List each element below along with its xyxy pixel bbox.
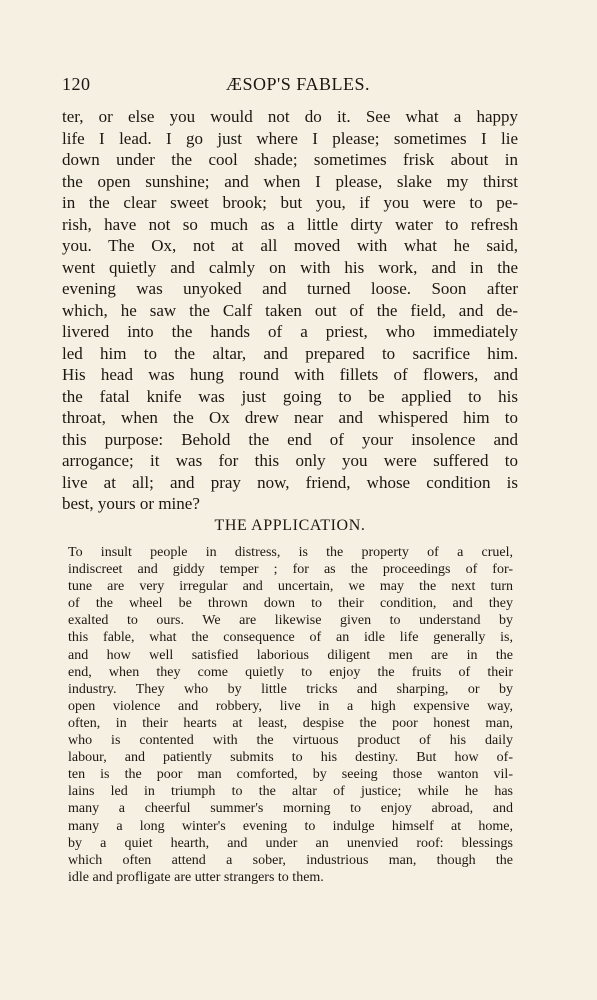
application-heading: THE APPLICATION. [214,517,366,534]
application-line: this fable, what the consequence of an idle life generally is, [68,630,513,646]
application-line: tune are very irregular and uncertain, we may the next turn [68,579,513,595]
fable-line: the fatal knife was just going to be applied to his [62,386,518,406]
application-line: who is contented with the virtuous product of his daily [68,733,513,749]
fable-line: life I lead. I go just where I please; sometimes I lie [62,128,518,148]
fable-line: arrogance; it was for this only you were suffered to [62,451,518,470]
application-line: indiscreet and giddy temper ; for as the proceedings of for- [68,562,513,578]
fable-line: His head was hung round with fillets of flowers, and [62,365,518,384]
fable-line: the open sunshine; and when I please, slake my thirst [62,171,518,191]
fable-line: throat, when the Ox drew near and whispered him to [62,408,518,427]
fable-line: ter, or else you would not do it. See what a happy [62,107,518,126]
fable-line: down under the cool shade; sometimes frisk about in [62,150,518,169]
fable-line: which, he saw the Calf taken out of the field, and de- [62,300,518,320]
running-title: ÆSOP'S FABLES. [226,74,370,94]
application-line: industry. They who by little tricks and sharping, or by [68,681,513,697]
fable-line: this purpose: Behold the end of your insolence and [62,429,518,449]
page-header [62,74,534,98]
application-line: many a cheerful summer's morning to enjoy abroad, and [68,801,513,817]
fable-line: live at all; and pray now, friend, whose condition is [62,472,518,492]
fable-line: you. The Ox, not at all moved with what he said, [62,236,518,255]
fable-line: rish, have not so much as a little dirty water to refresh [62,214,518,234]
application-line: exalted to ours. We are likewise given to understand by [68,613,513,629]
fable-text [62,106,518,515]
fable-line: went quietly and calmly on with his work, and in the [62,257,518,277]
application-line: labour, and patiently submits to his destiny. But how of- [68,750,513,766]
application-line: To insult people in distress, is the property of a cruel, [68,545,513,560]
application-line: of the wheel be thrown down to their condition, and they [68,596,513,612]
application-line: which often attend a sober, industrious man, though the [68,852,513,868]
application-line: end, when they come quietly to enjoy the fruits of their [68,664,513,680]
application-line: ten is the poor man comforted, by seeing those wanton vil- [68,767,513,783]
application-line: by a quiet hearth, and under an unenvied roof: blessings [68,835,513,851]
application-line: often, in their hearts at least, despise the poor honest man, [68,715,513,731]
application-line: idle and profligate are utter strangers to them. [68,869,324,885]
fable-line: best, yours or mine? [62,494,200,513]
application-text [68,544,513,886]
application-line: and how well satisfied laborious diligent men are in the [68,647,513,663]
page-number: 120 [62,74,91,94]
application-line: lains led in triumph to the altar of justice; while he has [68,784,513,800]
fable-line: in the clear sweet brook; but you, if you were to pe- [62,193,518,212]
fable-line: led him to the altar, and prepared to sacrifice him. [62,343,518,363]
fable-line: livered into the hands of a priest, who immediately [62,322,518,341]
application-line: open violence and robbery, live in a high expensive way, [68,698,513,714]
application-line: many a long winter's evening to indulge himself at home, [68,818,513,834]
fable-line: evening was unyoked and turned loose. Soon after [62,279,518,298]
